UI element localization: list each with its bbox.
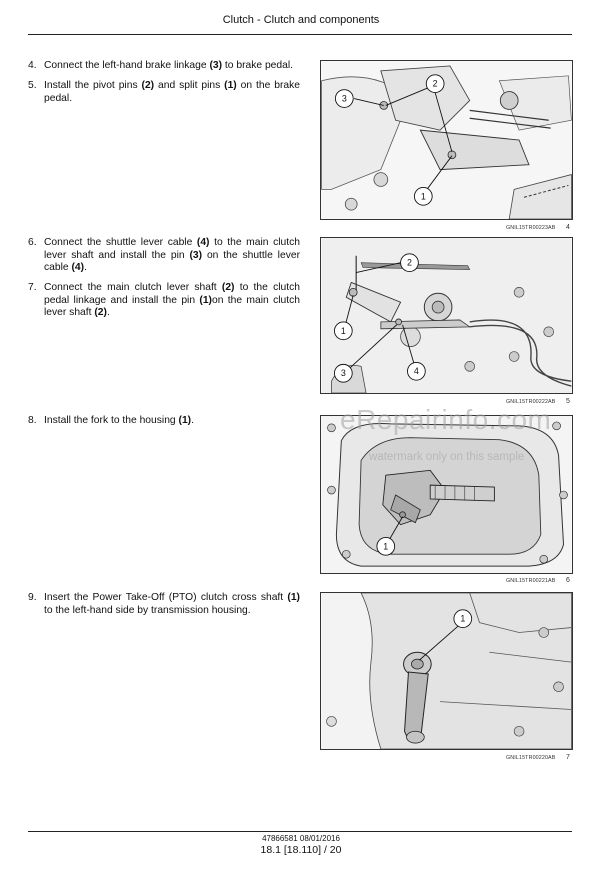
figure-pto-cross-shaft [320,592,573,750]
svg-text:1: 1 [420,191,426,202]
callout-1 [414,187,432,205]
header-divider [28,34,572,35]
brake-linkage-illustration [321,61,572,219]
step-9 [28,592,300,617]
step-text-segment: . [84,262,87,274]
step-number: 6. [28,237,37,248]
figure-number: 7 [566,754,570,761]
callout-reference: (1) [178,415,192,426]
step-text-segment: on the shuttle lever cable [44,249,300,274]
callout-2 [401,254,419,272]
step-text-segment: Insert the Power Take-Off (PTO) clutch cross shaft [44,592,288,603]
step-text-segment: on the brake pedal. [44,80,301,104]
figure-fork-housing [320,415,573,574]
page-title: Clutch - Clutch and components [222,14,380,26]
step-number: 9. [28,592,37,603]
callout-3 [334,364,352,382]
page-number: 18.1 [18.110] / 20 [260,844,342,856]
figure-number: 6 [566,577,570,584]
figure-code: GNIL15TR00220AB [506,755,556,761]
step-text-segment: and split pins [154,80,225,91]
step-7 [28,282,300,320]
callout-reference: (1) [287,592,300,603]
step-text-segment: . [106,307,110,319]
figure-number: 4 [566,224,570,231]
footer-divider [28,831,572,832]
callout-2 [426,75,444,93]
step-number: 4. [28,60,37,71]
step-text [44,592,300,617]
figure-number: 5 [566,398,570,405]
callout-reference: (4) [71,262,85,274]
step-text-segment: . [191,415,194,426]
figure-clutch-lever-shaft [320,237,573,394]
step-number: 8. [28,415,37,426]
svg-text:3: 3 [340,368,346,379]
svg-text:1: 1 [460,613,466,624]
document-reference: 47866581 08/01/2016 [262,834,340,843]
step-text [44,415,300,428]
figure-brake-linkage [320,60,573,220]
pto-cross-shaft-illustration [321,593,572,749]
step-text-segment: Connect the main clutch lever shaft [44,282,222,293]
callout-reference: (3) [209,60,223,71]
callout-reference: (2) [221,282,235,293]
svg-text:1: 1 [383,541,389,552]
figure-code: GNIL15TR00221AB [506,578,556,584]
step-text-segment: to the clutch pedal linkage and install the pin [44,282,300,306]
svg-text:2: 2 [407,257,412,268]
step-text [44,282,300,320]
step-text-segment: Install the fork to the housing [44,415,179,426]
step-text [44,60,300,73]
callout-reference: (3) [189,249,203,261]
step-text [44,80,300,105]
callout-reference: (2) [94,307,107,319]
callout-3 [335,90,353,108]
step-number: 7. [28,282,37,293]
callout-1 [377,537,395,555]
svg-text:2: 2 [432,78,438,89]
callout-reference: (4) [196,237,210,248]
fork-housing-illustration [321,416,572,573]
callout-reference: (1) [199,294,212,306]
step-4 [28,60,300,73]
callout-reference: (2) [141,80,155,91]
step-number: 5. [28,80,37,91]
callout-1 [454,610,472,628]
step-text-segment: to the left-hand side by transmission housing. [44,604,251,616]
callout-1 [334,322,352,340]
callout-4 [408,362,426,380]
step-text [44,237,300,275]
svg-text:3: 3 [341,93,347,104]
step-text-segment: Install the pivot pins [44,80,142,91]
clutch-lever-shaft-illustration [321,238,572,393]
svg-text:4: 4 [413,366,419,377]
figure-code: GNIL15TR00223AB [506,225,556,231]
watermark-note: watermark only on this sample [369,451,525,463]
svg-text:1: 1 [340,325,346,336]
step-6 [28,237,300,275]
callout-reference: (1) [224,80,237,91]
step-8 [28,415,300,428]
step-text-segment: to the main clutch lever shaft and install the pin [44,237,300,261]
step-text-segment: Connect the left-hand brake linkage [44,60,210,71]
watermark-site: eRepairinfo.com [340,404,552,435]
step-text-segment: to brake pedal. [222,60,294,71]
figure-code: GNIL15TR00222AB [506,399,556,405]
step-text-segment: Connect the shuttle lever cable [44,237,197,248]
step-5 [28,80,300,105]
step-text-segment: on the main clutch lever shaft [44,294,300,319]
